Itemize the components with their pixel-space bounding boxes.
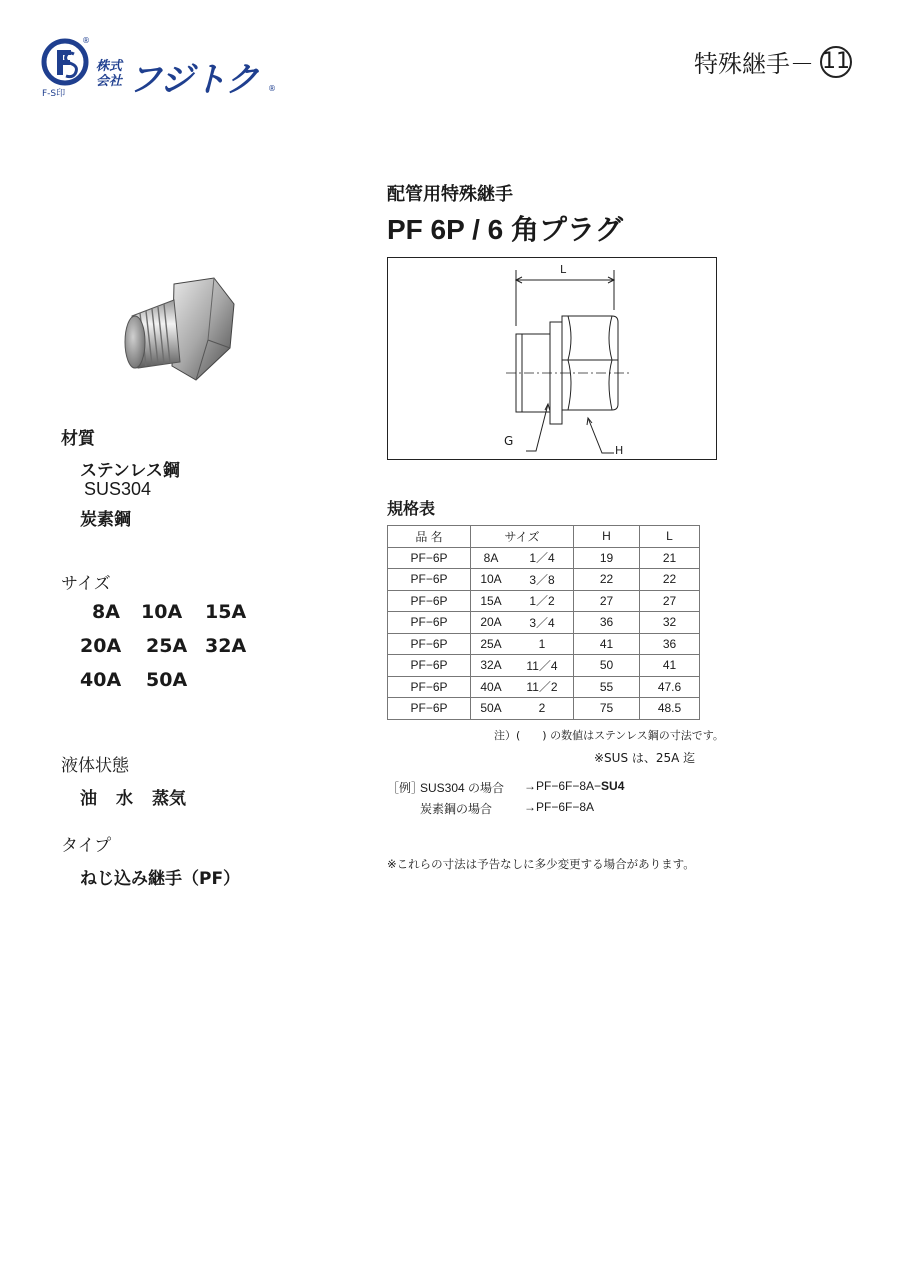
header-size: サイズ <box>471 526 574 548</box>
table-row: PF−6P 10A 3／8 22 22 <box>388 569 700 591</box>
material-item: 炭素鋼 <box>80 510 131 530</box>
size-value: 8A <box>92 601 120 623</box>
type-heading: タイプ <box>61 836 112 856</box>
example-sus-case: SUS304 の場合 <box>420 781 505 795</box>
table-note: 注）( ) の数値はステンレス鋼の寸法です。 <box>494 729 724 742</box>
company-logo <box>40 38 280 100</box>
table-row: PF−6P 15A 1／2 27 27 <box>388 590 700 612</box>
size-value: 15A <box>205 601 247 623</box>
product-title: PF 6P / 6 角プラグ <box>387 214 623 245</box>
table-header-row <box>388 526 700 548</box>
size-value: 32A <box>205 635 247 657</box>
example-carbon-code: →PF−6F−8A <box>524 800 595 814</box>
section-title <box>694 44 852 79</box>
example-carbon-case: 炭素鋼の場合 <box>420 802 493 816</box>
plug-drawing <box>388 258 715 458</box>
dimension-diagram <box>387 257 717 460</box>
disclaimer: ※これらの寸法は予告なしに多少変更する場合があります。 <box>387 857 695 871</box>
fluid-item: 油 <box>80 789 97 809</box>
type-value: ねじ込み継手（PF） <box>80 869 241 889</box>
size-value: 50A <box>146 669 188 691</box>
logo-kai: 会社 <box>96 74 123 89</box>
table-row: PF−6P 32A 11／4 50 41 <box>388 655 700 677</box>
table-row: PF−6P 20A 3／4 36 32 <box>388 612 700 634</box>
registered-mark: ® <box>268 84 276 93</box>
section-number: 11 <box>820 46 852 78</box>
header-l: L <box>640 526 700 548</box>
size-heading: サイズ <box>61 574 111 594</box>
header-h: H <box>574 526 640 548</box>
company-name: フジトク <box>128 60 258 100</box>
material-heading: 材質 <box>61 429 95 449</box>
table-row: PF−6P 8A 1／4 19 21 <box>388 547 700 569</box>
section-label: 特殊継手－ <box>694 50 814 78</box>
registered-mark: ® <box>82 36 90 45</box>
example-label: ［例］ <box>387 781 424 795</box>
table-row: PF−6P 25A 1 41 36 <box>388 633 700 655</box>
table-row: PF−6P 50A 2 75 48.5 <box>388 698 700 720</box>
header-name: 品 名 <box>388 526 471 548</box>
label-G: G <box>504 434 514 448</box>
logo-fsei: F-S印 <box>42 89 66 99</box>
product-photo <box>122 276 252 386</box>
fluid-item: 蒸気 <box>152 789 186 809</box>
product-subtitle: 配管用特殊継手 <box>387 184 513 205</box>
material-item: ステンレス鋼 <box>80 461 180 481</box>
fluid-item: 水 <box>116 789 133 809</box>
example-sus-code: →PF−6F−8A−SU4 <box>524 779 625 793</box>
size-value: 40A <box>80 669 122 691</box>
spec-table <box>387 525 700 720</box>
material-item: SUS304 <box>84 479 152 499</box>
size-value: 20A <box>80 635 122 657</box>
sus-note: ※SUS は、25A 迄 <box>594 751 696 765</box>
label-H: H <box>615 444 624 457</box>
table-row: PF−6P 40A 11／2 55 47.6 <box>388 676 700 698</box>
size-value: 25A <box>146 635 188 657</box>
fluid-heading: 液体状態 <box>61 756 129 776</box>
spec-heading: 規格表 <box>387 499 436 518</box>
logo-kabu: 株式 <box>96 59 123 74</box>
size-value: 10A <box>141 601 183 623</box>
label-L: L <box>560 263 567 276</box>
